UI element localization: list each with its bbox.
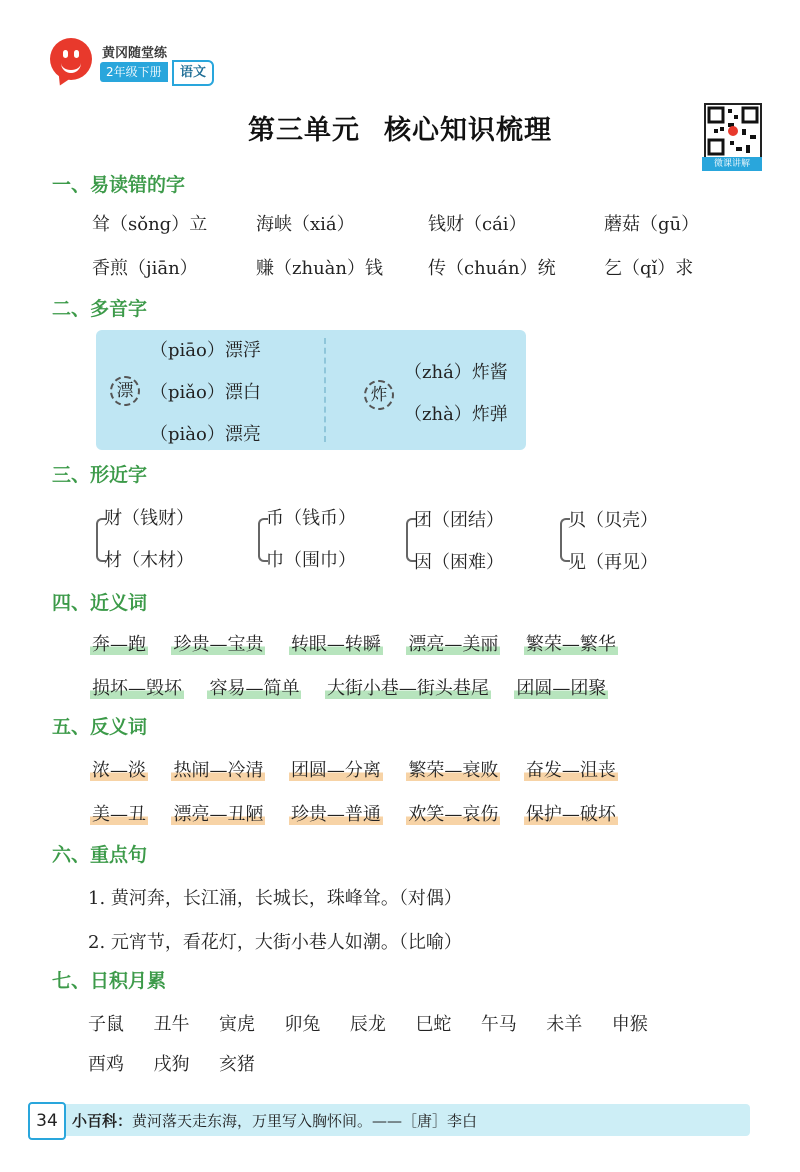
antonym-row (90, 800, 618, 826)
synonym-row (90, 674, 608, 700)
zodiac-item: 午马 (480, 1014, 517, 1035)
brand-name: 黄冈随堂练 (102, 46, 168, 61)
section-heading-accumulation: 七、日积月累 (52, 970, 167, 992)
misread-item: 香煎（jiān） (92, 258, 198, 279)
misread-item: 钱财（cái） (428, 214, 527, 235)
zodiac-item: 申猴 (611, 1014, 648, 1035)
zodiac-item: 子鼠 (88, 1014, 124, 1035)
synonym-row (90, 630, 618, 656)
zodiac-item: 寅虎 (218, 1014, 255, 1035)
section-heading-misread: 一、易读错的字 (52, 174, 186, 196)
similar-item: 因（困难） (414, 552, 504, 573)
key-sentence: 2. 元宵节，看花灯，大街小巷人如潮。（比喻） (88, 932, 462, 953)
section-heading-antonyms: 五、反义词 (52, 716, 148, 738)
footer-note (72, 1110, 477, 1131)
section-heading-polyphone: 二、多音字 (52, 298, 148, 320)
grade-label: 2年级下册 (100, 62, 168, 82)
antonym-row (90, 756, 618, 782)
antonym-pair: 欢笑—哀伤 (408, 804, 499, 825)
antonym-pair: 美—丑 (92, 804, 146, 825)
similar-item: 币（钱币） (266, 508, 356, 529)
zodiac-row (88, 1050, 255, 1076)
similar-item: 见（再见） (568, 552, 658, 573)
antonym-pair: 奋发—沮丧 (525, 760, 616, 781)
similar-item: 团（团结） (414, 510, 504, 531)
footer-label: 小百科： (72, 1112, 133, 1130)
misread-item: 海峡（xiá） (256, 214, 355, 235)
zodiac-item: 辰龙 (349, 1014, 386, 1035)
synonym-pair: 容易—简单 (209, 678, 300, 699)
polyphone-char: 炸 (364, 380, 394, 410)
section-heading-key-sentences: 六、重点句 (52, 844, 148, 866)
antonym-pair: 保护—破坏 (525, 804, 616, 825)
zodiac-item: 未羊 (546, 1014, 583, 1035)
polyphone-reading: （piāo）漂浮 (150, 340, 261, 361)
polyphone-reading: （piào）漂亮 (150, 424, 261, 445)
page-title (0, 108, 800, 147)
similar-item: 材（木材） (104, 550, 194, 571)
section-heading-similar: 三、形近字 (52, 464, 148, 486)
polyphone-reading: （piǎo）漂白 (150, 382, 261, 403)
misread-item: 赚（zhuàn）钱 (256, 258, 383, 279)
zodiac-item: 巳蛇 (415, 1014, 452, 1035)
antonym-pair: 繁荣—衰败 (408, 760, 499, 781)
polyphone-reading: （zhà）炸弹 (404, 404, 508, 425)
polyphone-reading: （zhá）炸酱 (404, 362, 508, 383)
qr-label: 微课讲解 (702, 157, 762, 171)
antonym-pair: 团圆—分离 (290, 760, 381, 781)
page-number: 34 (28, 1102, 66, 1140)
synonym-pair: 漂亮—美丽 (408, 634, 499, 655)
polyphone-char: 漂 (110, 376, 140, 406)
antonym-pair: 漂亮—丑陋 (173, 804, 264, 825)
antonym-pair: 浓—淡 (92, 760, 146, 781)
synonym-pair: 大街小巷—街头巷尾 (326, 678, 489, 699)
section-heading-synonyms: 四、近义词 (52, 592, 148, 614)
similar-item: 贝（贝壳） (568, 510, 658, 531)
divider (324, 338, 326, 442)
synonym-pair: 珍贵—宝贵 (173, 634, 264, 655)
qr-code-icon[interactable] (704, 103, 762, 159)
zodiac-item: 戌狗 (153, 1054, 190, 1075)
title-unit: 第三单元 (248, 115, 360, 146)
key-sentence: 1. 黄河奔，长江涌，长城长，珠峰耸。（对偶） (88, 888, 462, 909)
zodiac-item: 卯兔 (284, 1014, 321, 1035)
title-topic: 核心知识梳理 (384, 115, 552, 146)
zodiac-item: 酉鸡 (88, 1054, 124, 1075)
synonym-pair: 损坏—毁坏 (92, 678, 182, 699)
synonym-pair: 转眼—转瞬 (290, 634, 381, 655)
synonym-pair: 奔—跑 (92, 634, 146, 655)
zodiac-item: 亥猪 (218, 1054, 255, 1075)
zodiac-item: 丑牛 (153, 1014, 190, 1035)
footer-quote: 黄河落天走东海，万里写入胸怀间。——［唐］李白 (132, 1112, 478, 1130)
synonym-pair: 繁荣—繁华 (525, 634, 616, 655)
subject-label: 语文 (172, 60, 214, 86)
misread-item: 传（chuán）统 (428, 258, 556, 279)
logo-icon (50, 38, 92, 80)
misread-item: 乞（qǐ）求 (604, 258, 694, 279)
misread-item: 蘑菇（gū） (604, 214, 700, 235)
antonym-pair: 热闹—冷清 (173, 760, 264, 781)
antonym-pair: 珍贵—普通 (290, 804, 381, 825)
misread-item: 耸（sǒng）立 (92, 214, 208, 235)
similar-item: 财（钱财） (104, 508, 194, 529)
similar-item: 巾（围巾） (266, 550, 356, 571)
synonym-pair: 团圆—团聚 (516, 678, 607, 699)
zodiac-row (88, 1010, 648, 1036)
